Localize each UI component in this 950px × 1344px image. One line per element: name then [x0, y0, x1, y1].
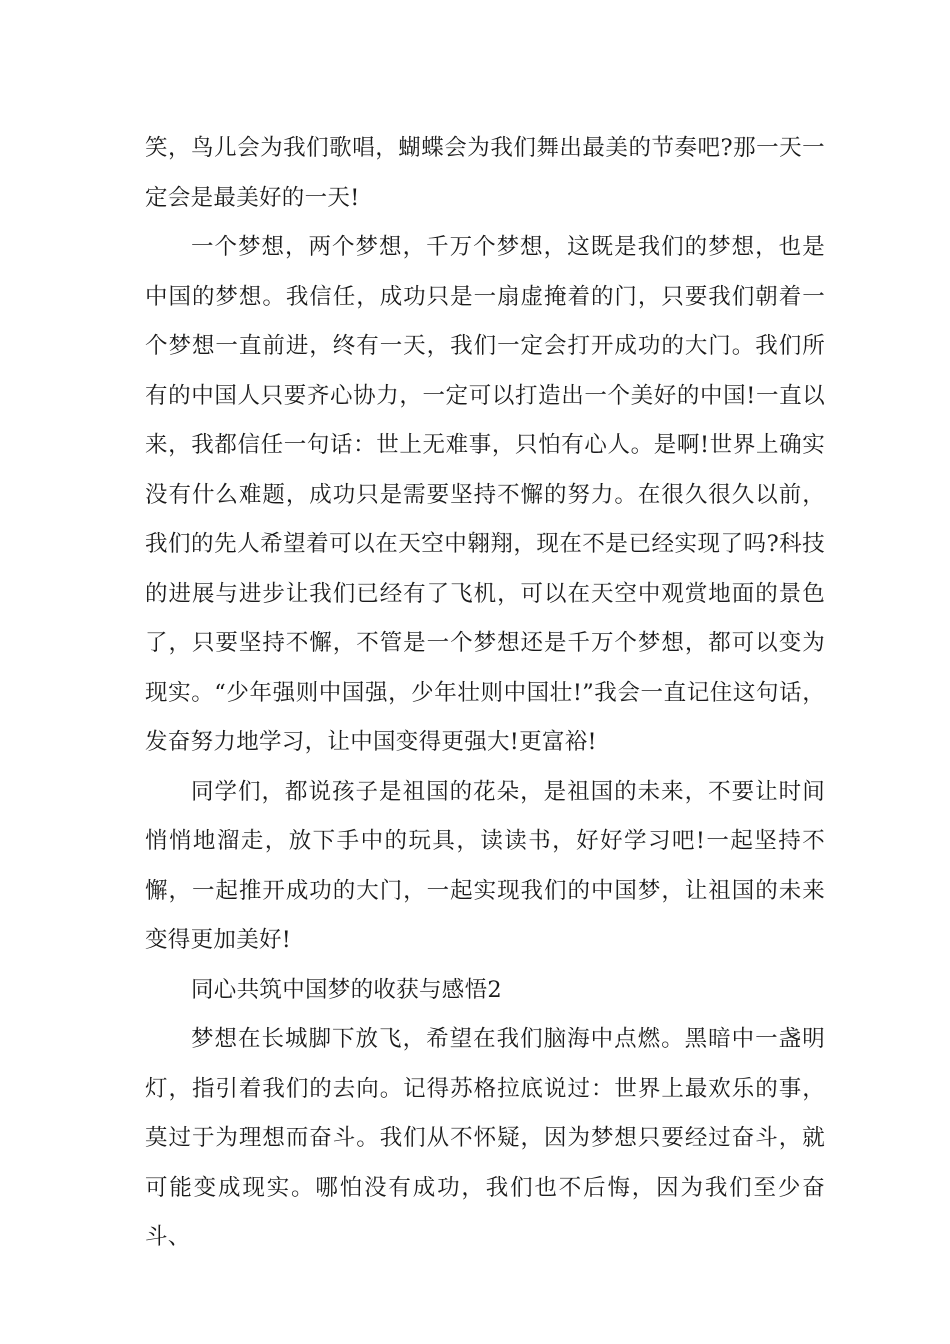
paragraph-2: 一个梦想，两个梦想，千万个梦想，这既是我们的梦想，也是中国的梦想。我信任，成功只是一扇虚掩着的门，只要我们朝着一个梦想一直前进，终有一天，我们一定会打开成功的大门。我们所有的中国人只要齐心协力，一定可以打造出一个美好的中国!一直以来，我都信任一句话：世上无难事，只怕有心人。是啊!世界上确实没有什么难题，成功只是需要坚持不懈的努力。在很久很久以前，我们的先人希望着可以在天空中翱翔，现在不是已经实现了吗?科技的进展与进步让我们已经有了飞机，可以在天空中观赏地面的景色了，只要坚持不懈，不管是一个梦想还是千万个梦想，都可以变为现实。“少年强则中国强，少年壮则中国壮!”我会一直记住这句话，发奋努力地学习，让中国变得更强大!更富裕!: [145, 234, 825, 755]
document-page: [145, 124, 825, 1263]
section-heading: 同心共筑中国梦的收获与感悟2: [191, 976, 503, 1003]
paragraph-1: 笑，鸟儿会为我们歌唱，蝴蝶会为我们舞出最美的节奏吧?那一天一定会是最美好的一天!: [145, 135, 825, 211]
paragraph-3: 同学们，都说孩子是祖国的花朵，是祖国的未来，不要让时间悄悄地溜走，放下手中的玩具，读读书，好好学习吧!一起坚持不懈，一起推开成功的大门，一起实现我们的中国梦，让祖国的未来变得更加美好!: [145, 778, 825, 953]
paragraph-4: 梦想在长城脚下放飞，希望在我们脑海中点燃。黑暗中一盏明灯，指引着我们的去向。记得苏格拉底说过：世界上最欢乐的事，莫过于为理想而奋斗。我们从不怀疑，因为梦想只要经过奋斗，就可能变成现实。哪怕没有成功，我们也不后悔，因为我们至少奋斗、: [145, 1026, 825, 1250]
